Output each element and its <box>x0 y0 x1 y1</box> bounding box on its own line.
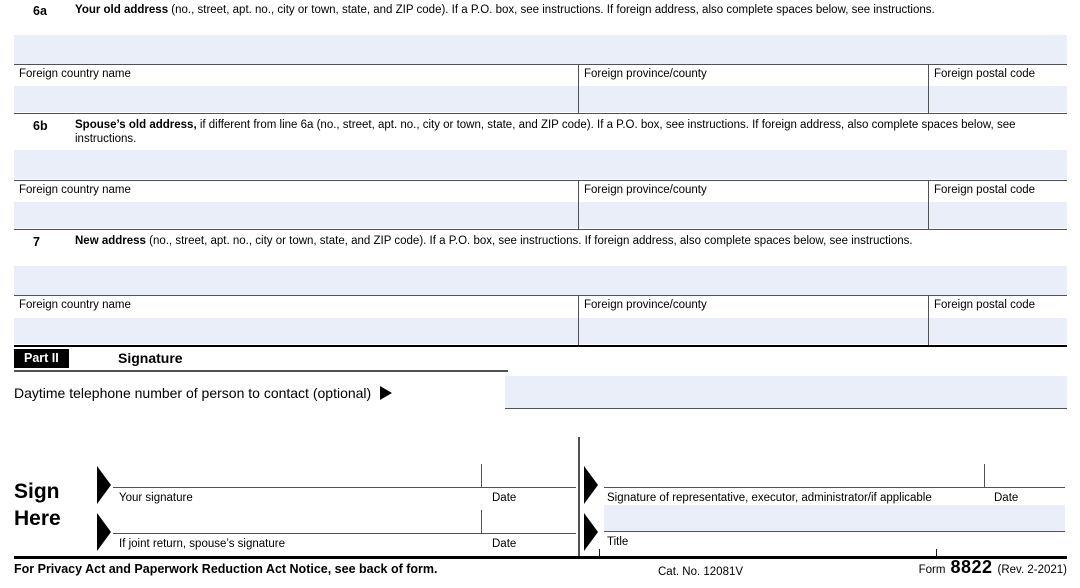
catalog-number: Cat. No. 12081V <box>658 566 744 578</box>
foreign-postal-input-7[interactable] <box>929 318 1067 344</box>
foreign-postal-label: Foreign postal code <box>934 184 1036 196</box>
spouse-old-address-input[interactable] <box>14 150 1067 179</box>
title-label: Title <box>607 536 629 548</box>
form-word: Form <box>918 564 946 576</box>
foreign-province-cell <box>578 65 928 113</box>
foreign-province-input-6a[interactable] <box>579 86 928 112</box>
foreign-country-input-6b[interactable] <box>14 202 578 228</box>
foreign-province-cell <box>578 296 928 345</box>
spouse-signature-line[interactable] <box>113 533 576 534</box>
daytime-phone-label-text: Daytime telephone number of person to contact (optional) <box>14 385 372 401</box>
foreign-country-label: Foreign country name <box>19 299 131 311</box>
foreign-province-input-6b[interactable] <box>579 202 928 228</box>
foreign-province-label: Foreign province/county <box>584 68 707 80</box>
daytime-phone-label <box>14 385 392 401</box>
sign-arrow-icon <box>584 513 598 551</box>
foreign-country-cell <box>14 65 578 113</box>
representative-signature-line[interactable] <box>604 487 1065 488</box>
foreign-address-row-6a <box>14 64 1067 114</box>
date-label: Date <box>492 538 517 550</box>
foreign-country-input-7[interactable] <box>14 318 578 344</box>
foreign-country-label: Foreign country name <box>19 184 131 196</box>
line-6b-number: 6b <box>33 119 48 133</box>
date-label: Date <box>492 492 517 504</box>
rule-tick <box>936 549 937 557</box>
foreign-postal-cell <box>928 65 1067 113</box>
foreign-province-label: Foreign province/county <box>584 299 707 311</box>
spouse-signature-label: If joint return, spouse’s signature <box>119 538 285 550</box>
foreign-address-row-7 <box>14 295 1067 345</box>
part-ii-underline <box>14 370 508 372</box>
form-number-block <box>919 557 1067 578</box>
footer-rule <box>14 556 1067 559</box>
sign-arrow-icon <box>97 466 111 504</box>
date-label: Date <box>994 492 1019 504</box>
foreign-postal-cell <box>928 296 1067 345</box>
foreign-postal-label: Foreign postal code <box>934 299 1036 311</box>
sign-word: Sign <box>14 480 60 503</box>
right-arrow-icon <box>380 386 392 400</box>
foreign-postal-label: Foreign postal code <box>934 68 1036 80</box>
foreign-province-input-7[interactable] <box>579 318 928 344</box>
foreign-address-row-6b <box>14 180 1067 230</box>
foreign-postal-cell <box>928 181 1067 229</box>
foreign-country-cell <box>14 296 578 345</box>
line-7-number: 7 <box>33 235 40 249</box>
new-address-input[interactable] <box>14 266 1067 295</box>
foreign-country-label: Foreign country name <box>19 68 131 80</box>
part-ii-badge: Part II <box>14 349 69 368</box>
rule-tick <box>599 549 600 557</box>
line-7-instructions: New address (no., street, apt. no., city or town, state, and ZIP code). If a P.O. box, see instructions. If foreign address, also complete spaces below, see instructions. <box>75 235 913 247</box>
foreign-postal-input-6a[interactable] <box>929 86 1067 112</box>
sign-arrow-icon <box>97 513 111 551</box>
date-separator-tick <box>984 464 985 488</box>
title-input[interactable] <box>604 505 1065 532</box>
here-word: Here <box>14 507 61 530</box>
sign-here-label <box>14 478 61 532</box>
sign-arrow-icon <box>584 466 598 504</box>
foreign-province-cell <box>578 181 928 229</box>
part-ii-title: Signature <box>118 350 183 366</box>
line-6a-number: 6a <box>33 4 47 18</box>
part-ii-header <box>14 345 1067 373</box>
form-revision: (Rev. 2-2021) <box>997 564 1067 576</box>
representative-signature-label: Signature of representative, executor, administrator/if applicable <box>607 492 932 504</box>
your-signature-label: Your signature <box>119 492 193 504</box>
daytime-phone-input[interactable] <box>505 376 1067 409</box>
line-6a-instructions: Your old address (no., street, apt. no., city or town, state, and ZIP code). If a P.O. box, see instructions. If foreign address, also complete spaces below, see instructions. <box>75 4 935 16</box>
your-signature-line[interactable] <box>113 487 576 488</box>
form-number: 8822 <box>950 557 993 577</box>
foreign-country-cell <box>14 181 578 229</box>
foreign-country-input-6a[interactable] <box>14 86 578 112</box>
privacy-act-notice: For Privacy Act and Paperwork Reduction Act Notice, see back of form. <box>14 562 438 576</box>
foreign-province-label: Foreign province/county <box>584 184 707 196</box>
foreign-postal-input-6b[interactable] <box>929 202 1067 228</box>
signature-column-divider <box>578 437 580 558</box>
date-separator-tick <box>481 464 482 488</box>
old-address-input[interactable] <box>14 35 1067 64</box>
date-separator-tick <box>481 510 482 534</box>
line-6b-instructions: Spouse’s old address, if different from line 6a (no., street, apt. no., city or town, state, and ZIP code). If a P.O. box, see instructions. If foreign address, also complete spaces below, see instructions. <box>75 119 1016 145</box>
